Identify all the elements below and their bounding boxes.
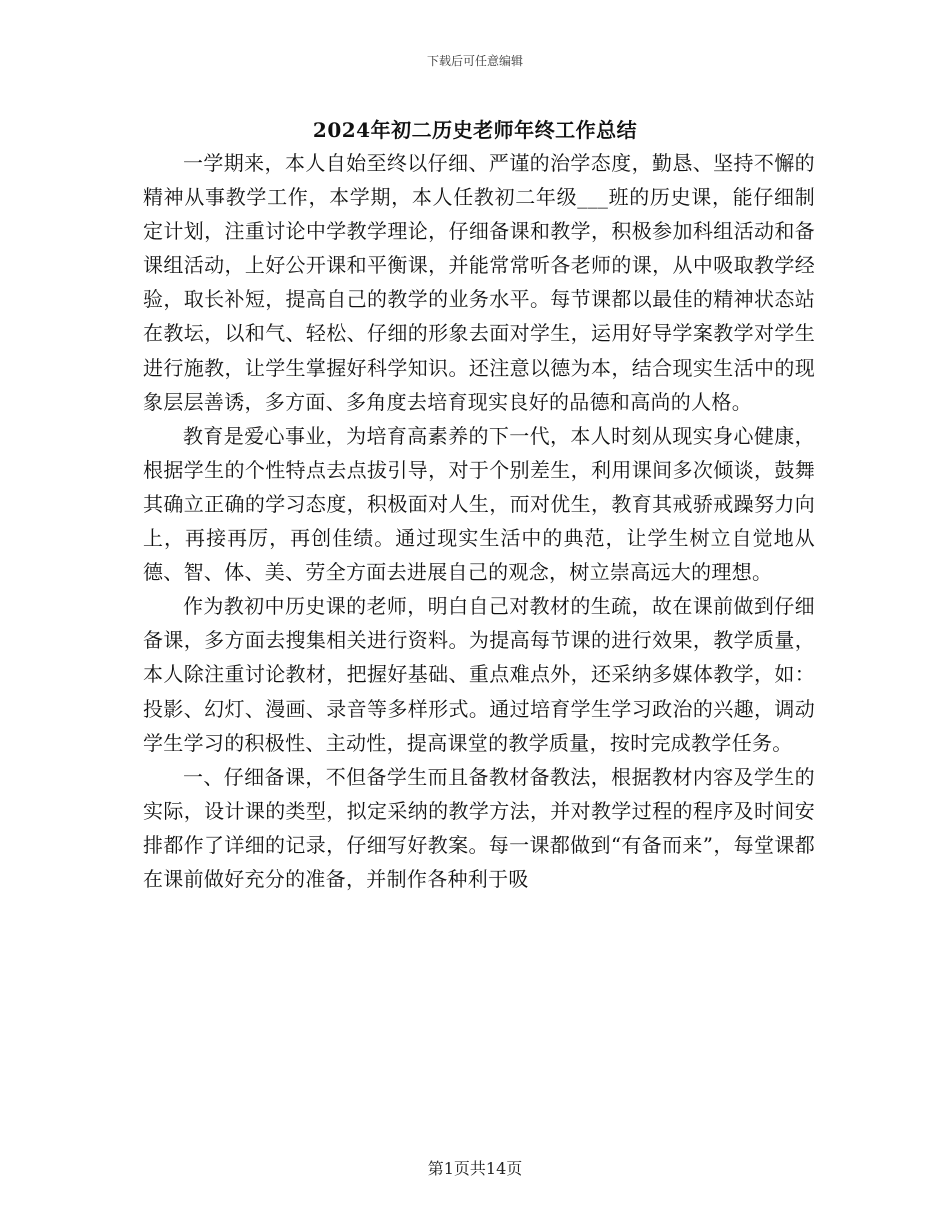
paragraph-2: 教育是爱心事业，为培育高素养的下一代，本人时刻从现实身心健康，根据学生的个性特点去点拔引导，对于个别差生，利用课间多次倾谈，鼓舞其确立正确的学习态度，积极面对人生，而对优生，教育其戒骄戒躁努力向上，再接再厉，再创佳绩。通过现实生活中的典范，让学生树立自觉地从德、智、体、美、劳全方面去进展自己的观念，树立崇高远大的理想。 (143, 423, 815, 585)
paragraph-4: 一、仔细备课，不但备学生而且备教材备教法，根据教材内容及学生的实际，设计课的类型，拟定采纳的教学方法，并对教学过程的程序及时间安排都作了详细的记录，仔细写好教案。每一课都做到“有备而来”，每堂课都在课前做好充分的准备，并制作各种利于吸 (143, 764, 815, 891)
header-note: 下载后可任意编辑 (426, 54, 523, 68)
document-title: 2024年初二历史老师年终工作总结 (312, 118, 638, 142)
document-body (143, 146, 815, 896)
paragraph-3: 作为教初中历史课的老师，明白自己对教材的生疏，故在课前做到仔细备课，多方面去搜集相关进行资料。为提高每节课的进行效果，教学质量，本人除注重讨论教材，把握好基础、重点难点外，还采纳多媒体教学，如：投影、幻灯、漫画、录音等多样形式。通过培育学生学习政治的兴趣，调动学生学习的积极性、主动性，提高课堂的教学质量，按时完成教学任务。 (143, 594, 815, 755)
page-number: 第1页共14页 (427, 1159, 523, 1178)
paragraph-1: 一学期来，本人自始至终以仔细、严谨的治学态度，勤恳、坚持不懈的精神从事教学工作，本学期，本人任教初二年级___班的历史课，能仔细制定计划，注重讨论中学教学理论，仔细备课和教学，积极参加科组活动和备课组活动，上好公开课和平衡课，并能常常听各老师的课，从中吸取教学经验，取长补短，提高自己的教学的业务水平。每节课都以最佳的精神状态站在教坛，以和气、轻松、仔细的形象去面对学生，运用好导学案教学对学生进行施教，让学生掌握好科学知识。还注意以德为本，结合现实生活中的现象层层善诱，多方面、多角度去培育现实良好的品德和高尚的人格。 (143, 151, 815, 414)
